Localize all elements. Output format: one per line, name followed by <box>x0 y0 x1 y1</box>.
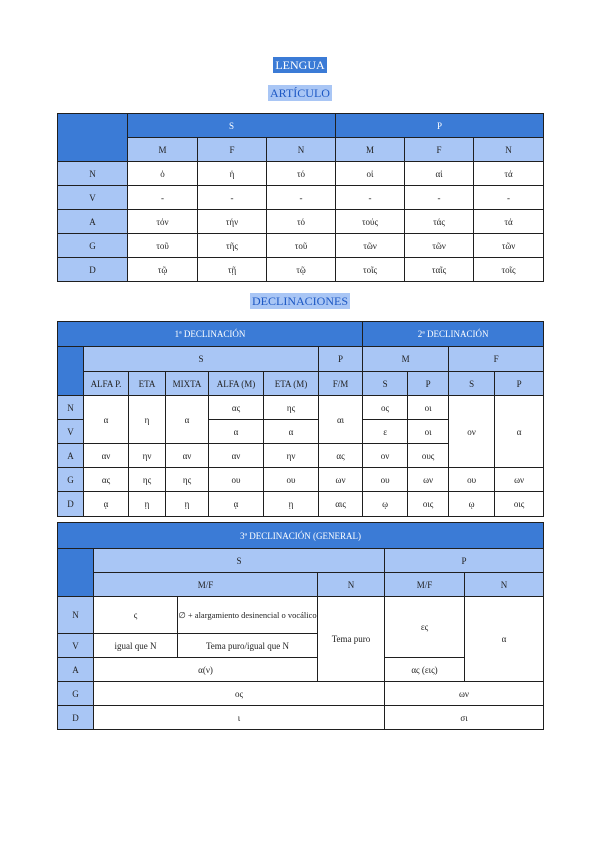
ending: ους <box>408 444 449 468</box>
gender-header: M/F <box>94 573 318 597</box>
articulo-table <box>57 113 544 282</box>
ending: ου <box>264 468 319 492</box>
ending: σι <box>385 706 544 730</box>
case-label: V <box>58 186 128 210</box>
ending: α <box>495 396 544 468</box>
ending: ῳ <box>363 492 408 517</box>
case-label: V <box>58 634 94 658</box>
article-form: - <box>267 186 336 210</box>
ending: ου <box>363 468 408 492</box>
ending: ς <box>94 597 178 634</box>
ending: ῃ <box>264 492 319 517</box>
case-label: A <box>58 444 84 468</box>
ending: ην <box>264 444 319 468</box>
case-label: G <box>58 682 94 706</box>
ending: ῃ <box>129 492 166 517</box>
ending: ας <box>209 396 264 420</box>
ending: ων <box>495 468 544 492</box>
ending: ον <box>449 396 495 468</box>
ending: η <box>129 396 166 444</box>
case-label: G <box>58 468 84 492</box>
article-form: ταῖς <box>405 258 474 282</box>
article-form: ὁ <box>128 162 198 186</box>
ending: ον <box>363 444 408 468</box>
article-form: τό <box>267 162 336 186</box>
subheader: S <box>363 372 408 396</box>
article-form: - <box>474 186 544 210</box>
ending: ᾳ <box>209 492 264 517</box>
ending: ος <box>94 682 385 706</box>
ending: ῃ <box>166 492 209 517</box>
article-form: - <box>405 186 474 210</box>
article-form: τῆς <box>198 234 267 258</box>
ending: ης <box>264 396 319 420</box>
article-form: - <box>198 186 267 210</box>
article-form: τόν <box>128 210 198 234</box>
article-form: τῶν <box>405 234 474 258</box>
ending-note: ∅ + alargamiento desinencial o vocálico <box>178 597 318 634</box>
ending: ας <box>319 444 363 468</box>
second-fem-header: F <box>449 347 544 372</box>
gender-header: M <box>128 138 198 162</box>
ending: Tema puro/igual que N <box>178 634 318 658</box>
article-form: τῷ <box>128 258 198 282</box>
ending: α <box>166 396 209 444</box>
subheader: S <box>449 372 495 396</box>
gender-header: N <box>267 138 336 162</box>
ending: ου <box>449 468 495 492</box>
articulo-singular-header: S <box>128 114 336 138</box>
ending: α(ν) <box>94 658 318 682</box>
second-declension-header: 2ª DECLINACIÓN <box>363 322 544 347</box>
article-form: τῇ <box>198 258 267 282</box>
case-label: N <box>58 396 84 420</box>
ending: αν <box>209 444 264 468</box>
article-form: τάς <box>405 210 474 234</box>
subheader: ETA <box>129 372 166 396</box>
ending: ες <box>385 597 465 658</box>
article-form: τοῦ <box>128 234 198 258</box>
ending: α <box>264 420 319 444</box>
ending: ος <box>363 396 408 420</box>
ending: α <box>209 420 264 444</box>
article-form: τῷ <box>267 258 336 282</box>
ending: α <box>465 597 544 682</box>
case-label: D <box>58 706 94 730</box>
gender-header: N <box>465 573 544 597</box>
gender-header: M <box>336 138 405 162</box>
case-label: D <box>58 492 84 517</box>
first-singular-header: S <box>84 347 319 372</box>
ending: ᾳ <box>84 492 129 517</box>
second-masc-header: M <box>363 347 449 372</box>
ending: οις <box>495 492 544 517</box>
declension-3-table <box>57 522 544 730</box>
gender-header: F <box>198 138 267 162</box>
article-form: τῶν <box>474 234 544 258</box>
declension-1-2-table <box>57 321 544 517</box>
gender-header: N <box>474 138 544 162</box>
heading-declinaciones: DECLINACIONES <box>252 294 348 308</box>
gender-header: M/F <box>385 573 465 597</box>
ending: ων <box>408 468 449 492</box>
ending: ας (εις) <box>385 658 465 682</box>
heading-lengua: LENGUA <box>275 58 325 72</box>
third-plural-header: P <box>385 549 544 573</box>
article-form: τά <box>474 210 544 234</box>
ending: ων <box>385 682 544 706</box>
article-form: τό <box>267 210 336 234</box>
third-declension-header: 3ª DECLINACIÓN (GENERAL) <box>58 523 544 549</box>
article-form: τοῖς <box>474 258 544 282</box>
article-form: τοῦ <box>267 234 336 258</box>
case-label: N <box>58 597 94 634</box>
ending: α <box>84 396 129 444</box>
ending: igual que N <box>94 634 178 658</box>
case-label: V <box>58 420 84 444</box>
case-label: G <box>58 234 128 258</box>
ending: ης <box>129 468 166 492</box>
ending: ε <box>363 420 408 444</box>
subheader: ETA (M) <box>264 372 319 396</box>
ending: ου <box>209 468 264 492</box>
articulo-plural-header: P <box>336 114 544 138</box>
ending: οις <box>408 492 449 517</box>
subheader: F/M <box>319 372 363 396</box>
gender-header: N <box>318 573 385 597</box>
ending: αν <box>166 444 209 468</box>
ending: ι <box>94 706 385 730</box>
ending: αι <box>319 396 363 444</box>
gender-header: F <box>405 138 474 162</box>
subheader: MIXTA <box>166 372 209 396</box>
first-declension-header: 1ª DECLINACIÓN <box>58 322 363 347</box>
ending: οι <box>408 396 449 420</box>
subheader: ALFA (M) <box>209 372 264 396</box>
case-label: A <box>58 210 128 234</box>
case-label: D <box>58 258 128 282</box>
ending: ων <box>319 468 363 492</box>
third-singular-header: S <box>94 549 385 573</box>
article-form: - <box>336 186 405 210</box>
subheader: P <box>495 372 544 396</box>
article-form: αἱ <box>405 162 474 186</box>
article-form: τήν <box>198 210 267 234</box>
article-form: τῶν <box>336 234 405 258</box>
ending: ας <box>84 468 129 492</box>
article-form: τούς <box>336 210 405 234</box>
ending: αν <box>84 444 129 468</box>
case-label: A <box>58 658 94 682</box>
ending: ης <box>166 468 209 492</box>
heading-articulo: ARTÍCULO <box>270 86 330 100</box>
article-form: - <box>128 186 198 210</box>
article-form: οἱ <box>336 162 405 186</box>
subheader: ALFA P. <box>84 372 129 396</box>
ending: οι <box>408 420 449 444</box>
article-form: τοῖς <box>336 258 405 282</box>
article-form: ἡ <box>198 162 267 186</box>
first-plural-header: P <box>319 347 363 372</box>
subheader: P <box>408 372 449 396</box>
case-label: N <box>58 162 128 186</box>
ending: Tema puro <box>318 597 385 682</box>
articulo-corner <box>58 114 128 162</box>
article-form: τά <box>474 162 544 186</box>
decl3-corner <box>58 549 94 597</box>
ending: αις <box>319 492 363 517</box>
decl12-corner <box>58 347 84 396</box>
ending: ῳ <box>449 492 495 517</box>
ending: ην <box>129 444 166 468</box>
